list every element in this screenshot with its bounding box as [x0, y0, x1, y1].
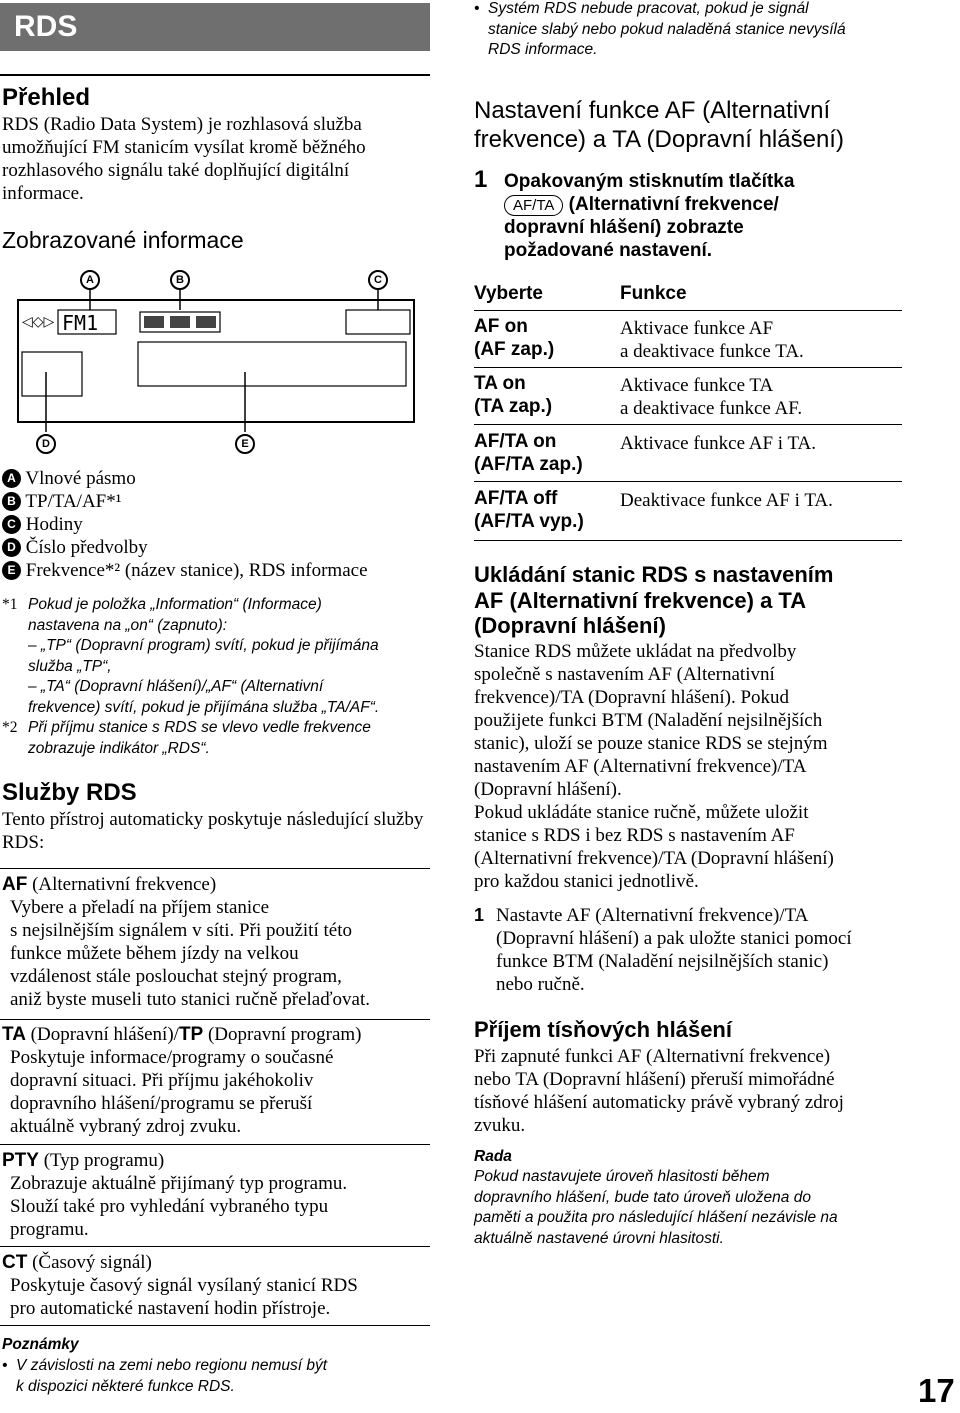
callout-e: E — [235, 434, 255, 454]
af-ta-heading: Nastavení funkce AF (Alternativní frekvence) a TA (Dopravní hlášení) — [474, 97, 844, 153]
footnotes — [2, 595, 432, 759]
legend-key: E — [2, 561, 21, 580]
table-cell: Deaktivace funkce AF i TA. — [620, 490, 833, 511]
tip-text: Pokud nastavujete úroveň hlasitosti během dopravního hlášení, bude tato úroveň uložena do paměti a použita pro následující hlášení nezávisle na aktuálně nastavené úrovni hlasitosti. — [474, 1168, 838, 1247]
legend-item: E Frekvence*² (název stanice), RDS informace — [2, 559, 432, 582]
emergency-text: Při zapnuté funkci AF (Alternativní frekvence) nebo TA (Dopravní hlášení) přeruší mimořádné tísňové hlášení automaticky právě vybraný zdroj zvuku. — [474, 1046, 844, 1136]
display-diagram-svg — [14, 262, 418, 462]
callout-d: D — [36, 434, 56, 454]
storing-step: 1 Nastavte AF (Alternativní frekvence)/TA (Dopravní hlášení) a pak uložte stanici pomocí funkce BTM (Naladění nejsilnějších stanic) nebo ručně. — [474, 905, 852, 995]
overview-text: RDS (Radio Data System) je rozhlasová služba umožňující FM stanicím vysílat kromě běžného rozhlasového signálu také doplňující digitální informace. — [2, 114, 366, 204]
divider — [0, 1019, 430, 1020]
rds-signal-icon: ◁◇▷ — [22, 313, 55, 329]
divider — [0, 1144, 430, 1145]
page-number: 17 — [918, 1372, 955, 1409]
legend-key: A — [2, 469, 21, 488]
callout-b: B — [170, 270, 190, 290]
table-header-function: Funkce — [620, 283, 687, 304]
footnote: *1 Pokud je položka „Information“ (Informace) nastavena na „on“ (zapnuto): – „TP“ (Dopravní program) svítí, pokud je přijímána služba „TP“, – „TA“ (Dopravní hlášení)/„AF“ (Alternativní frekvence) svítí, pokud je přijímána služba „TA/AF“. — [2, 596, 380, 716]
divider — [0, 1325, 430, 1326]
display-legend — [2, 467, 432, 582]
legend-key: D — [2, 538, 21, 557]
table-cell: Aktivace funkce TA a deaktivace funkce AF. — [620, 375, 803, 419]
service-pty: PTY (Typ programu) Zobrazuje aktuálně přijímaný typ programu. Slouží také pro vyhledání vybraného typu programu. — [2, 1150, 348, 1240]
band-indicator: FM1 — [62, 311, 99, 335]
step-number: 1 — [474, 905, 485, 925]
service-ct: CT (Časový signál) Poskytuje časový signál vysílaný stanicí RDS pro automatické nastavení hodin přístroje. — [2, 1252, 358, 1319]
table-row: AF/TA on (AF/TA zap.) — [474, 431, 583, 475]
table-cell: Aktivace funkce AF a deaktivace funkce TA. — [620, 318, 804, 362]
storing-text: Stanice RDS můžete ukládat na předvolby společně s nastavením AF (Alternativní frekvence)/TA (Dopravní hlášení). Pokud použijete funkci BTM (Naladění nejsilnějších stanic), uloží se pouze stanice RDS se stejným nastavením AF (Alternativní frekvence)/TA (Dopravní hlášení). Pokud ukládáte stanice ručně, můžete uložit stanice s RDS i bez RDS s nastavením AF (Alternativní frekvence)/TA (Dopravní hlášení) pro každou stanici jednotlivě. — [474, 641, 834, 892]
display-diagram — [14, 262, 418, 462]
table-row: TA on (TA zap.) — [474, 373, 553, 417]
divider — [0, 868, 430, 869]
table-row: AF on (AF zap.) — [474, 316, 555, 360]
notes-item-continued: • Systém RDS nebude pracovat, pokud je signál stanice slabý nebo pokud naladěná stanice nevysílá RDS informace. — [474, 0, 846, 58]
emergency-heading: Příjem tísňových hlášení — [474, 1017, 732, 1042]
divider — [0, 74, 430, 76]
step-number: 1 — [474, 166, 488, 193]
footnote: *2 Při příjmu stanice s RDS se vlevo vedle frekvence zobrazuje indikátor „RDS“. — [2, 719, 371, 757]
callout-a: A — [80, 270, 100, 290]
notes-heading: Poznámky — [2, 1336, 79, 1353]
legend-item: A Vlnové pásmo — [2, 467, 432, 490]
legend-item: B TP/TA/AF*¹ — [2, 490, 432, 513]
divider — [0, 1246, 430, 1247]
section-banner: RDS — [0, 3, 430, 51]
display-info-heading: Zobrazované informace — [2, 227, 244, 253]
tip-heading: Rada — [474, 1148, 512, 1165]
storing-heading: Ukládání stanic RDS s nastavením AF (Alternativní frekvence) a TA (Dopravní hlášení) — [474, 562, 834, 638]
legend-key: B — [2, 492, 21, 511]
legend-item: C Hodiny — [2, 513, 432, 536]
legend-key: C — [2, 515, 21, 534]
legend-item: D Číslo předvolby — [2, 536, 432, 559]
table-row: AF/TA off (AF/TA vyp.) — [474, 488, 584, 532]
notes-item: • V závislosti na zemi nebo regionu nemusí být k dispozici některé funkce RDS. — [2, 1357, 328, 1395]
table-header-select: Vyberte — [474, 283, 543, 304]
overview-heading: Přehled — [2, 84, 91, 111]
callout-c: C — [368, 270, 388, 290]
services-heading: Služby RDS — [2, 779, 137, 806]
services-intro: Tento přístroj automaticky poskytuje následující služby RDS: — [2, 809, 424, 853]
af-ta-button[interactable]: AF/TA — [504, 195, 563, 216]
table-cell: Aktivace funkce AF i TA. — [620, 433, 817, 454]
service-af: AF (Alternativní frekvence) Vybere a přeladí na příjem stanice s nejsilnějším signálem v síti. Při použití této funkce můžete během jízdy na velkou vzdálenost stále poslouchat stejný program, aniž byste museli tuto stanici ručně přelaďovat. — [2, 874, 370, 1010]
service-ta-tp: TA (Dopravní hlášení)/TP (Dopravní program) Poskytuje informace/programy o současné dopravní situaci. Při příjmu jakéhokoliv dopravního hlášení/programu se přeruší aktuálně vybraný zdroj zvuku. — [2, 1024, 362, 1137]
